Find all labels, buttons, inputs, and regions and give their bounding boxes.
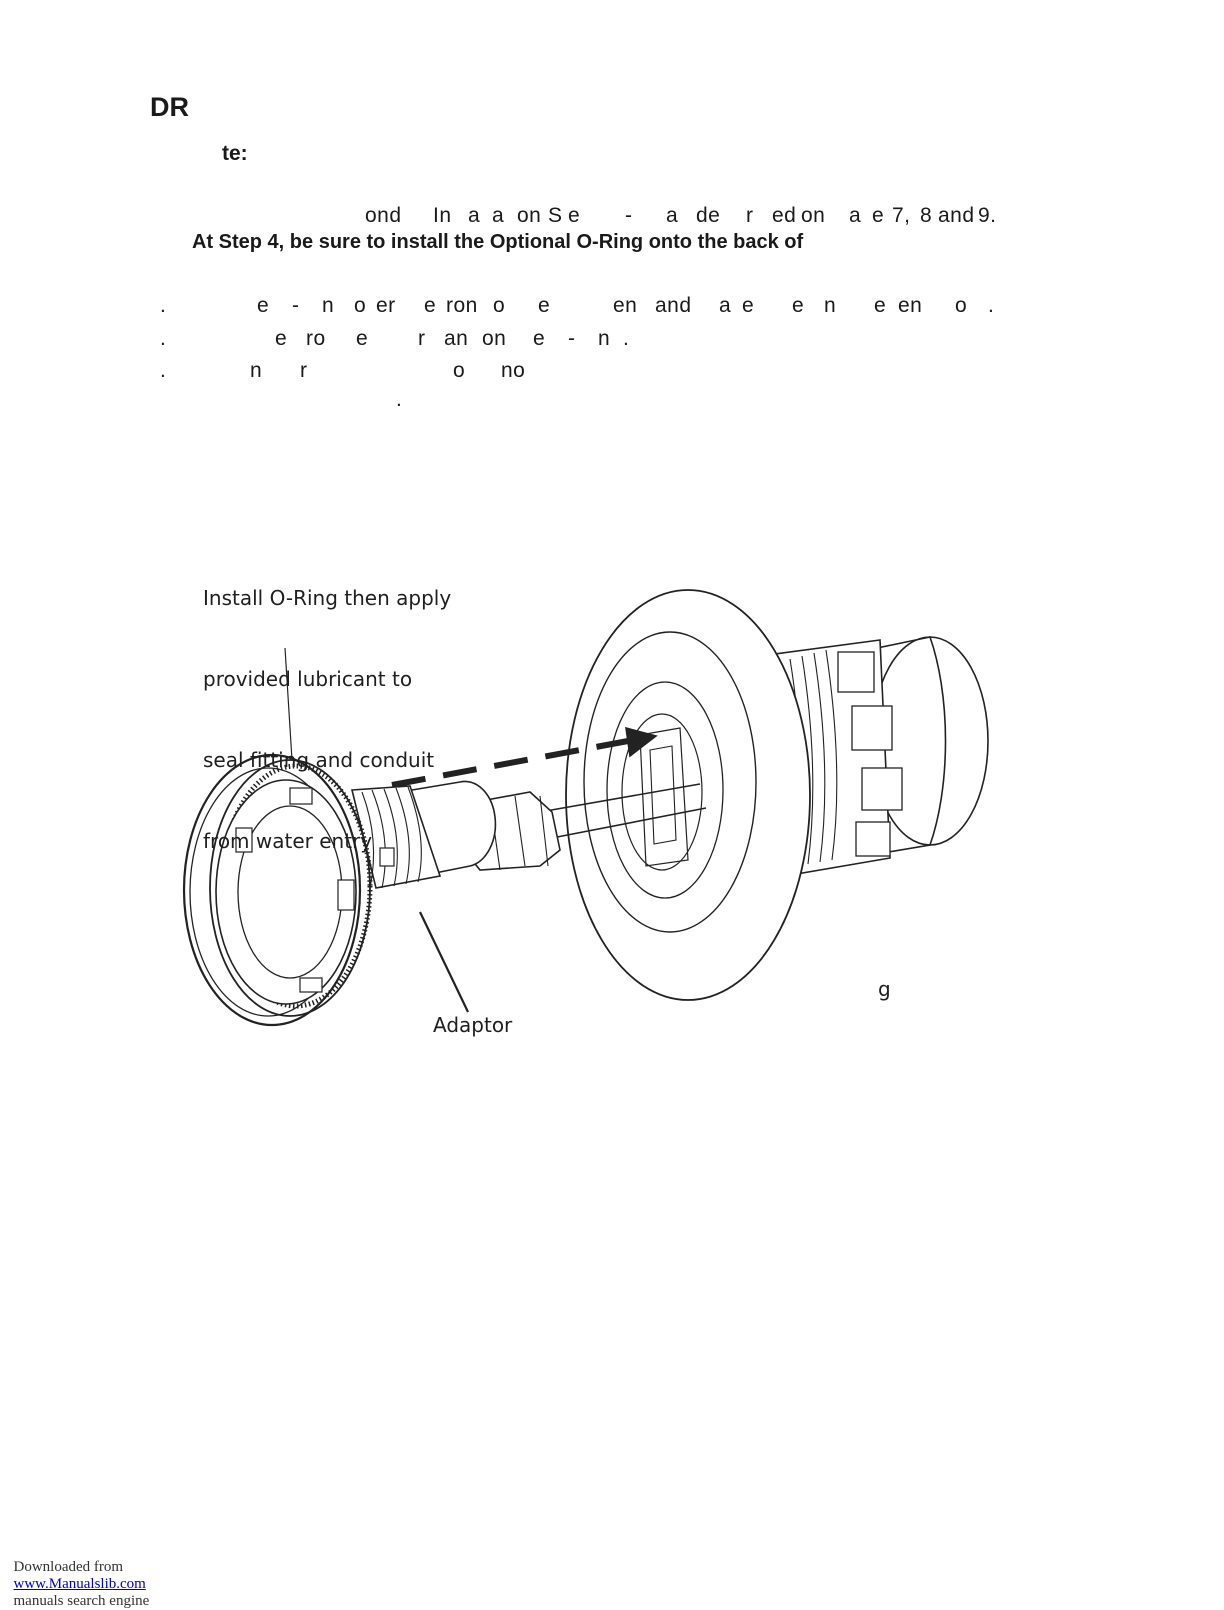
text-fragment: e	[275, 327, 288, 350]
text-fragment: e	[538, 294, 551, 317]
text-fragment: e	[874, 294, 887, 317]
text-fragment: and	[938, 204, 975, 227]
text-fragment: no	[501, 359, 526, 382]
text-fragment: n	[322, 294, 335, 317]
text-fragment: er	[376, 294, 396, 317]
callout-line: Install O-Ring then apply	[203, 586, 452, 610]
text-fragment: n	[598, 327, 611, 350]
step4-note: At Step 4, be sure to install the Optional O-Ring onto the back of	[192, 231, 804, 253]
text-fragment: e	[872, 204, 885, 227]
text-fragment: .	[160, 327, 167, 350]
section-heading: DR	[150, 92, 189, 122]
text-fragment: a	[666, 204, 679, 227]
niche-fitting	[566, 590, 988, 1000]
text-fragment: o	[354, 294, 367, 317]
text-fragment: -	[292, 294, 300, 317]
text-fragment: e	[742, 294, 755, 317]
text-fragment: 8	[920, 204, 933, 227]
text-fragment: a	[468, 204, 481, 227]
text-fragment: and	[655, 294, 692, 317]
callout-line: provided lubricant to	[203, 667, 413, 691]
fitting-label-fragment: g	[878, 977, 891, 1001]
note-label: te:	[222, 142, 248, 165]
text-fragment: 7,	[892, 204, 911, 227]
callout-line: seal fitting and conduit	[203, 748, 435, 772]
text-fragment: a	[849, 204, 862, 227]
text-fragment: ron	[446, 294, 478, 317]
text-fragment: -	[568, 327, 576, 350]
text-fragment: e	[792, 294, 805, 317]
adaptor-label: Adaptor	[433, 1013, 513, 1037]
text-fragment: S	[548, 204, 563, 227]
text-fragment: en	[613, 294, 638, 317]
callout-line: from water entry	[203, 829, 373, 853]
text-fragment: on	[801, 204, 826, 227]
text-fragment: on	[482, 327, 507, 350]
text-fragment: e	[533, 327, 546, 350]
text-fragment: ed	[772, 204, 797, 227]
text-fragment: o	[955, 294, 968, 317]
text-fragment: .	[623, 327, 630, 350]
text-fragment: ond	[365, 204, 402, 227]
text-fragment: r	[418, 327, 426, 350]
manualslib-link[interactable]: www.Manualslib.com	[13, 1576, 146, 1592]
text-fragment: e	[568, 204, 581, 227]
text-fragment: .	[160, 294, 167, 317]
text-fragment: In	[433, 204, 452, 227]
text-fragment: .	[988, 294, 995, 317]
text-fragment: on	[517, 204, 542, 227]
text-fragment: o	[453, 359, 466, 382]
text-fragment: de	[696, 204, 721, 227]
text-fragment: .	[160, 359, 167, 382]
text-fragment: r	[746, 204, 754, 227]
text-fragment: an	[444, 327, 469, 350]
text-fragment: e	[356, 327, 369, 350]
footer	[6, 1542, 149, 1610]
text-fragment: -	[625, 204, 633, 227]
text-fragment: e	[257, 294, 270, 317]
text-fragment: e	[424, 294, 437, 317]
adaptor-leader-line	[420, 912, 468, 1012]
footer-suffix: manuals search engine	[13, 1593, 150, 1609]
text-fragment: 9.	[978, 204, 997, 227]
text-fragment: a	[492, 204, 505, 227]
text-fragment: .	[396, 388, 403, 411]
text-fragment: r	[300, 359, 308, 382]
text-fragment: a	[719, 294, 732, 317]
text-fragment: n	[250, 359, 263, 382]
text-fragment: n	[824, 294, 837, 317]
text-fragment: en	[898, 294, 923, 317]
oring-callout	[203, 531, 451, 882]
footer-prefix: Downloaded from	[13, 1559, 124, 1575]
text-fragment: ro	[306, 327, 326, 350]
text-fragment: o	[493, 294, 506, 317]
